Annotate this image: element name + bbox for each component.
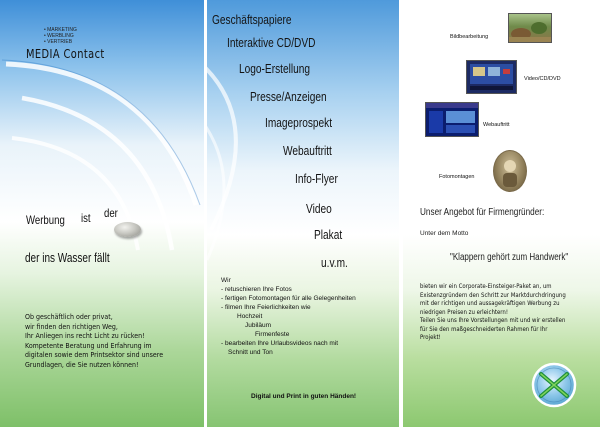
list-item: - fertigen Fotomontagen für alle Gelegenheiten	[221, 295, 356, 302]
tagline: Digital und Print in guten Händen!	[251, 393, 357, 400]
thumbnail-video	[466, 60, 517, 94]
thumbnail-bildbearbeitung	[508, 13, 552, 43]
pebble-image	[114, 222, 141, 237]
website-screenshot-image	[426, 103, 478, 136]
thumbnail-caption: Video/CD/DVD	[524, 76, 561, 82]
text-line: digitalen sowie dem Printsektor sind unsere	[25, 351, 164, 359]
offer-text	[420, 283, 598, 343]
service-item: Logo-Erstellung	[239, 61, 311, 76]
list-item: Firmenfeste	[255, 331, 290, 338]
offer-heading: Unser Angebot für Firmengründer:	[420, 206, 545, 218]
service-item: Info-Flyer	[295, 171, 338, 186]
services-list	[221, 276, 397, 357]
logo-line: • MARKETING	[44, 27, 77, 33]
text-line: Ob geschäftlich oder privat,	[25, 313, 113, 321]
text-line: Existenzgründern den Schritt zur Marktdurchdringung	[420, 291, 566, 299]
list-item: Jubiläum	[245, 322, 272, 329]
slogan-word: ist	[81, 211, 91, 225]
list-item: - retuschieren Ihre Fotos	[221, 286, 292, 293]
text-line: für Sie den maßgeschneiderten Rahmen für Ihr	[420, 325, 548, 333]
video-player-image	[467, 61, 516, 93]
text-line: Projekt!	[420, 334, 441, 341]
brand-name: MEDIA Contact	[26, 47, 105, 61]
list-item: - bearbeiten Ihre Urlaubsvideos nach mit	[221, 340, 339, 347]
panel-right	[403, 0, 600, 427]
text-line: niedrigen Preisen zu erleichtern!	[420, 308, 509, 316]
thumbnail-caption: Bildbearbeitung	[450, 34, 489, 40]
list-item: Schnitt und Ton	[228, 349, 273, 356]
thumbnail-webauftritt	[425, 102, 479, 137]
text-line: bieten wir ein Corporate-Einsteiger-Paket an, um	[420, 283, 552, 290]
logo-line: • WERBLING	[44, 33, 74, 39]
list-item: Hochzeit	[237, 313, 263, 320]
text-line: Grundlagen, die Sie nutzen können!	[25, 360, 139, 369]
list-item: - filmen Ihre Feierlichkeiten wie	[221, 304, 311, 311]
media-contact-logo-icon	[529, 360, 579, 410]
slogan-word: der	[104, 206, 118, 220]
service-item: Imageprospekt	[265, 115, 333, 130]
service-item: Interaktive CD/DVD	[227, 35, 316, 50]
service-item: Plakat	[314, 227, 343, 242]
text-line: Ihr Anliegen ins recht Licht zu rücken!	[25, 332, 145, 340]
service-item: Geschäftspapiere	[212, 12, 292, 27]
service-item: u.v.m.	[321, 255, 348, 270]
service-item: Presse/Anzeigen	[250, 89, 327, 104]
slogan-word: Werbung	[26, 213, 65, 227]
landscape-image	[509, 14, 551, 42]
panel-middle	[207, 0, 399, 427]
motto: "Klappern gehört zum Handwerk"	[450, 252, 569, 263]
text-line: Teilen Sie uns Ihre Vorstellungen mit und wir erstellen	[420, 317, 566, 324]
text-line: Kompetente Beratung und Erfahrung im	[25, 341, 152, 350]
text-line: wir finden den richtigen Weg,	[25, 322, 118, 331]
service-item: Video	[306, 201, 332, 216]
text-line: mit der richtigen und aussagekräftigen Werbung zu	[420, 300, 560, 307]
thumbnail-fotomontagen	[493, 150, 527, 192]
logo-line: • VERTRIEB	[44, 39, 73, 45]
montage-image	[494, 151, 526, 191]
list-intro: Wir	[221, 277, 231, 284]
intro-text	[25, 313, 200, 370]
service-item: Webauftritt	[283, 143, 332, 158]
logo-tagline	[44, 27, 77, 45]
panel-left	[0, 0, 204, 427]
slogan-line-2: der ins Wasser fällt	[25, 251, 110, 265]
thumbnail-caption: Fotomontagen	[439, 174, 475, 180]
thumbnail-caption: Webauftritt	[483, 122, 510, 128]
motto-label: Unter dem Motto	[420, 230, 469, 237]
